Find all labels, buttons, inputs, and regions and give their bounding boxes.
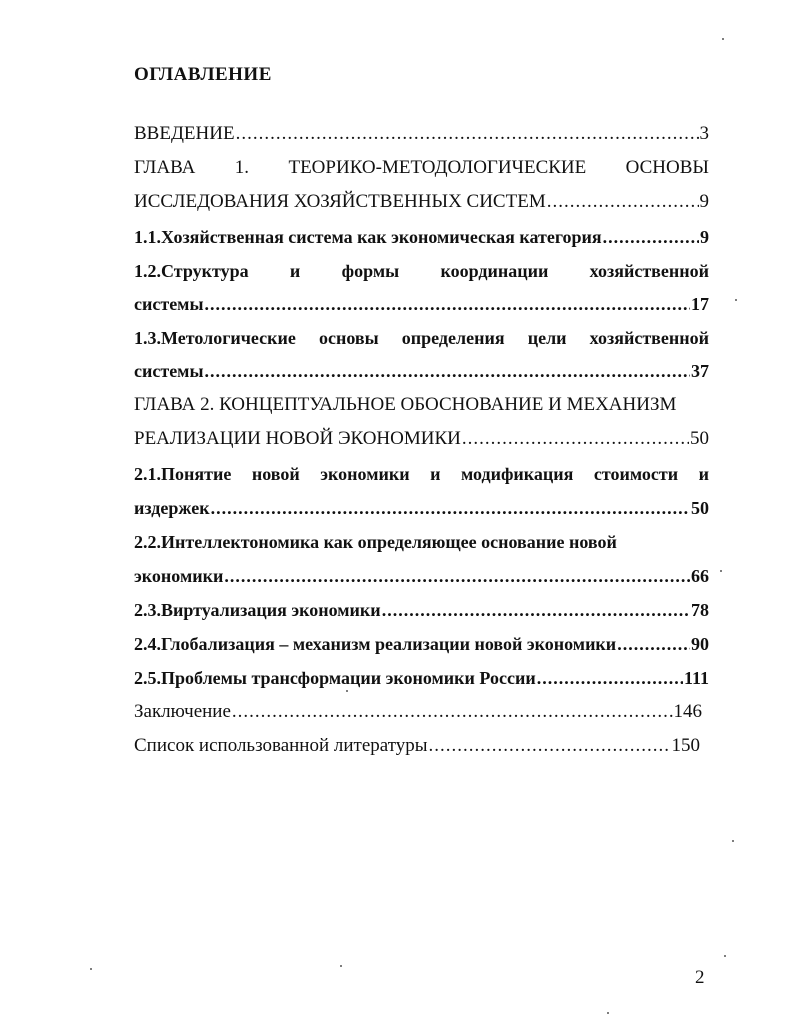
toc-entry-text: 2.3.Виртуализация экономики (134, 600, 381, 620)
toc-entry-2-1-cont[interactable] (134, 496, 709, 520)
toc-page-number: 90 (691, 634, 709, 654)
dot-leader (205, 359, 691, 383)
scan-speck (724, 955, 726, 957)
toc-page-number: 9 (700, 227, 709, 247)
dot-leader (429, 734, 671, 758)
toc-word: координации (440, 261, 549, 281)
toc-entry-2-4[interactable] (134, 632, 709, 656)
toc-word: экономики (320, 464, 410, 484)
toc-entry-intro[interactable] (134, 122, 709, 146)
toc-entry-1-3[interactable] (134, 326, 709, 350)
scan-speck (722, 38, 724, 40)
toc-entry-text: РЕАЛИЗАЦИИ НОВОЙ ЭКОНОМИКИ (134, 428, 461, 449)
dot-leader (462, 427, 689, 451)
toc-page-number: 66 (691, 566, 709, 586)
toc-word: новой (251, 464, 300, 484)
toc-entry-2-1[interactable] (134, 462, 709, 486)
toc-entry-text: 1.1.Хозяйственная система как экономическая категория (134, 227, 602, 247)
toc-word: хозяйственной (589, 261, 709, 281)
scan-speck (346, 690, 348, 692)
toc-word: и (430, 464, 441, 484)
toc-entry-conclusion[interactable] (134, 700, 702, 724)
toc-entry-1-2-cont[interactable] (134, 292, 709, 316)
scan-speck (732, 840, 734, 842)
toc-page-number: 146 (673, 701, 702, 722)
scan-speck (607, 1012, 609, 1014)
scan-speck (90, 968, 92, 970)
toc-page-number: 111 (683, 668, 709, 688)
toc-entry-text: ВВЕДЕНИЕ (134, 123, 235, 144)
toc-word: цели (527, 328, 567, 348)
toc-word: основы (318, 328, 379, 348)
toc-entry-text: Список использованной литературы (134, 735, 428, 756)
page-number: 2 (695, 967, 705, 988)
toc-entry-text: 2.2.Интеллектономика как определяющее основание новой (134, 532, 617, 552)
toc-entry-chapter-2[interactable] (134, 393, 709, 417)
toc-page-number: 9 (699, 191, 709, 212)
toc-word: ГЛАВА (134, 157, 196, 178)
toc-entry-text: ИССЛЕДОВАНИЯ ХОЗЯЙСТВЕННЫХ СИСТЕМ (134, 191, 546, 212)
toc-entry-text: издержек (134, 498, 210, 518)
toc-entry-2-3[interactable] (134, 598, 709, 622)
toc-word: и (289, 261, 301, 281)
toc-page-number: 3 (699, 123, 709, 144)
toc-word: и (698, 464, 709, 484)
dot-leader (236, 122, 699, 146)
toc-word: 1. (234, 157, 250, 178)
toc-entry-1-3-cont[interactable] (134, 359, 709, 383)
toc-word: 2.1.Понятие (134, 464, 232, 484)
toc-entry-2-2-cont[interactable] (134, 564, 709, 588)
toc-page-number: 78 (691, 600, 709, 620)
dot-leader (232, 700, 673, 724)
dot-leader (382, 598, 690, 622)
toc-page-number: 37 (691, 361, 709, 381)
toc-word: 1.3.Метологические (134, 328, 296, 348)
toc-word: формы (341, 261, 400, 281)
dot-leader (224, 564, 690, 588)
dot-leader (603, 225, 699, 249)
scan-speck (340, 965, 342, 967)
toc-word: модификация (460, 464, 574, 484)
toc-word: ТЕОРИКО-МЕТОДОЛОГИЧЕСКИЕ (288, 157, 587, 178)
toc-word: ОСНОВЫ (625, 157, 709, 178)
toc-word: 1.2.Структура (134, 261, 249, 281)
toc-entry-chapter-2-cont[interactable] (134, 427, 709, 451)
dot-leader (211, 496, 690, 520)
toc-entry-text: 2.5.Проблемы трансформации экономики России (134, 668, 536, 688)
toc-page-number: 150 (671, 735, 700, 756)
toc-entry-chapter-1-cont[interactable] (134, 190, 709, 214)
dot-leader (205, 292, 691, 316)
toc-entry-2-2[interactable] (134, 530, 709, 554)
toc-word: стоимости (593, 464, 679, 484)
toc-entry-text: ГЛАВА 2. КОНЦЕПТУАЛЬНОЕ ОБОСНОВАНИЕ И МЕХАНИЗМ (134, 394, 677, 415)
dot-leader (537, 666, 683, 690)
toc-page-number: 17 (691, 294, 709, 314)
toc-entry-text: 2.4.Глобализация – механизм реализации новой экономики (134, 634, 617, 654)
toc-entry-text: системы (134, 294, 204, 314)
toc-word: определения (401, 328, 505, 348)
toc-entry-2-5[interactable] (134, 666, 709, 690)
toc-word: хозяйственной (589, 328, 709, 348)
page-title: ОГЛАВЛЕНИЕ (134, 64, 272, 85)
scan-speck (735, 299, 737, 301)
toc-entry-1-2[interactable] (134, 259, 709, 283)
toc-entry-references[interactable] (134, 734, 700, 758)
toc-entry-text: экономики (134, 566, 224, 586)
toc-entry-text: системы (134, 361, 204, 381)
toc-entry-1-1[interactable] (134, 225, 709, 249)
toc-page-number: 50 (690, 428, 709, 449)
toc-entry-text: Заключение (134, 701, 231, 722)
toc-page-number: 50 (691, 498, 709, 518)
scan-speck (720, 570, 722, 572)
toc-entry-chapter-1[interactable] (134, 156, 709, 180)
dot-leader (547, 190, 699, 214)
dot-leader (617, 632, 690, 656)
